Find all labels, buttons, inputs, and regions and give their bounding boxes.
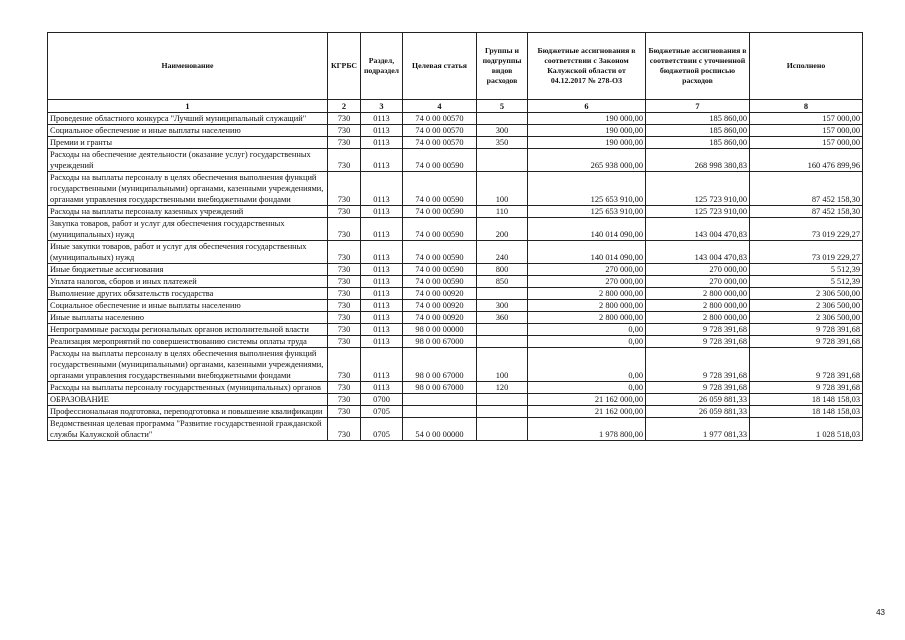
- header-law: Бюджетные ассигнования в соответствии с Законом Калужской области от 04.12.2017 № 278-ОЗ: [528, 33, 646, 100]
- column-number: 5: [477, 100, 528, 113]
- row-target-article: 74 0 00 00590: [403, 218, 477, 241]
- column-number: 8: [750, 100, 863, 113]
- table-row: [48, 137, 863, 149]
- column-number: 3: [361, 100, 403, 113]
- row-kgrbs: 730: [328, 406, 361, 418]
- header-target: Целевая статья: [403, 33, 477, 100]
- row-section: 0113: [361, 276, 403, 288]
- row-expense-group: [477, 406, 528, 418]
- row-target-article: 98 0 00 67000: [403, 382, 477, 394]
- row-revised-amount: 143 004 470,83: [646, 241, 750, 264]
- row-section: 0113: [361, 288, 403, 300]
- row-law-amount: 2 800 000,00: [528, 312, 646, 324]
- table-row: [48, 206, 863, 218]
- row-kgrbs: 730: [328, 418, 361, 441]
- row-executed-amount: 87 452 158,30: [750, 206, 863, 218]
- row-revised-amount: 125 723 910,00: [646, 172, 750, 206]
- header-section: Раздел, подраздел: [361, 33, 403, 100]
- row-executed-amount: 2 306 500,00: [750, 312, 863, 324]
- row-law-amount: 0,00: [528, 324, 646, 336]
- header-group: Группы и подгруппы видов расходов: [477, 33, 528, 100]
- row-section: 0700: [361, 394, 403, 406]
- row-executed-amount: 87 452 158,30: [750, 172, 863, 206]
- row-name: Проведение областного конкурса "Лучший муниципальный служащий": [48, 113, 328, 125]
- row-law-amount: 140 014 090,00: [528, 218, 646, 241]
- row-kgrbs: 730: [328, 113, 361, 125]
- table-row: [48, 276, 863, 288]
- row-name: Расходы на выплаты персоналу в целях обеспечения выполнения функций государственными (муниципальными) органами, казенными учреждениями, органами управления государственными внебюджетными фондами: [48, 348, 328, 382]
- row-revised-amount: 2 800 000,00: [646, 288, 750, 300]
- row-law-amount: 1 978 800,00: [528, 418, 646, 441]
- row-section: 0113: [361, 312, 403, 324]
- row-target-article: 74 0 00 00920: [403, 312, 477, 324]
- table-row: [48, 241, 863, 264]
- row-section: 0113: [361, 206, 403, 218]
- row-name: Социальное обеспечение и иные выплаты населению: [48, 300, 328, 312]
- row-name: Непрограммные расходы региональных органов исполнительной власти: [48, 324, 328, 336]
- row-section: 0113: [361, 382, 403, 394]
- row-section: 0113: [361, 137, 403, 149]
- row-kgrbs: 730: [328, 172, 361, 206]
- row-target-article: 98 0 00 67000: [403, 336, 477, 348]
- row-section: 0113: [361, 113, 403, 125]
- table-row: [48, 418, 863, 441]
- row-executed-amount: 9 728 391,68: [750, 348, 863, 382]
- row-executed-amount: 18 148 158,03: [750, 394, 863, 406]
- row-expense-group: 360: [477, 312, 528, 324]
- table-row: [48, 288, 863, 300]
- row-target-article: 98 0 00 00000: [403, 324, 477, 336]
- row-target-article: [403, 394, 477, 406]
- row-target-article: 74 0 00 00570: [403, 113, 477, 125]
- row-revised-amount: 143 004 470,83: [646, 218, 750, 241]
- row-name: Профессиональная подготовка, переподготовка и повышение квалификации: [48, 406, 328, 418]
- table-row: [48, 149, 863, 172]
- table-row: [48, 125, 863, 137]
- row-executed-amount: 157 000,00: [750, 113, 863, 125]
- header-name: Наименование: [48, 33, 328, 100]
- row-name: Расходы на выплаты персоналу казенных учреждений: [48, 206, 328, 218]
- row-expense-group: 200: [477, 218, 528, 241]
- table-row: [48, 324, 863, 336]
- table-row: [48, 348, 863, 382]
- row-executed-amount: 5 512,39: [750, 264, 863, 276]
- row-revised-amount: 2 800 000,00: [646, 312, 750, 324]
- row-revised-amount: 9 728 391,68: [646, 324, 750, 336]
- row-law-amount: 270 000,00: [528, 276, 646, 288]
- row-executed-amount: 18 148 158,03: [750, 406, 863, 418]
- row-executed-amount: 2 306 500,00: [750, 288, 863, 300]
- row-law-amount: 265 938 000,00: [528, 149, 646, 172]
- row-law-amount: 0,00: [528, 348, 646, 382]
- row-name: Уплата налогов, сборов и иных платежей: [48, 276, 328, 288]
- header-kgrbs: КГРБС: [328, 33, 361, 100]
- table-row: [48, 336, 863, 348]
- row-target-article: 74 0 00 00590: [403, 264, 477, 276]
- row-name: Расходы на выплаты персоналу в целях обеспечения выполнения функций государственными (муниципальными) органами, казенными учреждениями, органами управления государственными внебюджетными фондами: [48, 172, 328, 206]
- table-row: [48, 382, 863, 394]
- row-target-article: 98 0 00 67000: [403, 348, 477, 382]
- row-law-amount: 140 014 090,00: [528, 241, 646, 264]
- row-executed-amount: 73 019 229,27: [750, 241, 863, 264]
- row-executed-amount: 9 728 391,68: [750, 336, 863, 348]
- row-name: ОБРАЗОВАНИЕ: [48, 394, 328, 406]
- row-name: Иные выплаты населению: [48, 312, 328, 324]
- column-number: 2: [328, 100, 361, 113]
- column-number: 7: [646, 100, 750, 113]
- row-expense-group: [477, 324, 528, 336]
- row-name: Расходы на обеспечение деятельности (оказание услуг) государственных учреждений: [48, 149, 328, 172]
- row-executed-amount: 2 306 500,00: [750, 300, 863, 312]
- row-expense-group: [477, 113, 528, 125]
- row-target-article: 74 0 00 00590: [403, 241, 477, 264]
- row-name: Реализация мероприятий по совершенствованию системы оплаты труда: [48, 336, 328, 348]
- row-target-article: 74 0 00 00920: [403, 288, 477, 300]
- row-section: 0705: [361, 418, 403, 441]
- table-row: [48, 406, 863, 418]
- row-revised-amount: 26 059 881,33: [646, 406, 750, 418]
- row-revised-amount: 270 000,00: [646, 264, 750, 276]
- row-name: Закупка товаров, работ и услуг для обеспечения государственных (муниципальных) нужд: [48, 218, 328, 241]
- row-kgrbs: 730: [328, 300, 361, 312]
- row-expense-group: 100: [477, 172, 528, 206]
- row-section: 0113: [361, 300, 403, 312]
- table-row: [48, 264, 863, 276]
- row-kgrbs: 730: [328, 348, 361, 382]
- row-expense-group: 120: [477, 382, 528, 394]
- row-name: Премии и гранты: [48, 137, 328, 149]
- table-row: [48, 172, 863, 206]
- row-section: 0113: [361, 264, 403, 276]
- row-law-amount: 190 000,00: [528, 125, 646, 137]
- row-name: Иные закупки товаров, работ и услуг для обеспечения государственных (муниципальных) нужд: [48, 241, 328, 264]
- row-target-article: 74 0 00 00570: [403, 137, 477, 149]
- row-expense-group: 800: [477, 264, 528, 276]
- row-kgrbs: 730: [328, 264, 361, 276]
- row-kgrbs: 730: [328, 125, 361, 137]
- header-executed: Исполнено: [750, 33, 863, 100]
- row-expense-group: 300: [477, 125, 528, 137]
- row-name: Расходы на выплаты персоналу государственных (муниципальных) органов: [48, 382, 328, 394]
- table-row: [48, 312, 863, 324]
- row-expense-group: [477, 394, 528, 406]
- table-row: [48, 218, 863, 241]
- row-executed-amount: 9 728 391,68: [750, 382, 863, 394]
- row-kgrbs: 730: [328, 276, 361, 288]
- page-number: 43: [876, 608, 885, 617]
- row-kgrbs: 730: [328, 382, 361, 394]
- row-name: Выполнение других обязательств государства: [48, 288, 328, 300]
- row-expense-group: 110: [477, 206, 528, 218]
- row-expense-group: 240: [477, 241, 528, 264]
- row-executed-amount: 73 019 229,27: [750, 218, 863, 241]
- row-kgrbs: 730: [328, 149, 361, 172]
- row-target-article: 74 0 00 00920: [403, 300, 477, 312]
- row-kgrbs: 730: [328, 336, 361, 348]
- row-expense-group: [477, 288, 528, 300]
- row-expense-group: 100: [477, 348, 528, 382]
- row-law-amount: 270 000,00: [528, 264, 646, 276]
- row-executed-amount: 160 476 899,96: [750, 149, 863, 172]
- row-executed-amount: 157 000,00: [750, 125, 863, 137]
- row-revised-amount: 270 000,00: [646, 276, 750, 288]
- row-name: Иные бюджетные ассигнования: [48, 264, 328, 276]
- row-target-article: 74 0 00 00570: [403, 125, 477, 137]
- row-kgrbs: 730: [328, 324, 361, 336]
- row-expense-group: 350: [477, 137, 528, 149]
- row-law-amount: 125 653 910,00: [528, 172, 646, 206]
- row-law-amount: 2 800 000,00: [528, 300, 646, 312]
- row-expense-group: [477, 336, 528, 348]
- row-law-amount: 2 800 000,00: [528, 288, 646, 300]
- row-executed-amount: 5 512,39: [750, 276, 863, 288]
- table-row: [48, 300, 863, 312]
- row-target-article: 74 0 00 00590: [403, 149, 477, 172]
- row-revised-amount: 2 800 000,00: [646, 300, 750, 312]
- table-row: [48, 113, 863, 125]
- row-executed-amount: 9 728 391,68: [750, 324, 863, 336]
- row-revised-amount: 9 728 391,68: [646, 382, 750, 394]
- row-section: 0113: [361, 125, 403, 137]
- row-name: Ведомственная целевая программа "Развитие государственной гражданской службы Калужской области": [48, 418, 328, 441]
- column-number-row: [48, 100, 863, 113]
- row-revised-amount: 185 860,00: [646, 137, 750, 149]
- row-revised-amount: 1 977 081,33: [646, 418, 750, 441]
- column-number: 4: [403, 100, 477, 113]
- row-kgrbs: 730: [328, 241, 361, 264]
- row-kgrbs: 730: [328, 312, 361, 324]
- row-law-amount: 21 162 000,00: [528, 394, 646, 406]
- row-target-article: [403, 406, 477, 418]
- row-expense-group: 300: [477, 300, 528, 312]
- row-law-amount: 0,00: [528, 336, 646, 348]
- row-section: 0113: [361, 218, 403, 241]
- row-law-amount: 190 000,00: [528, 137, 646, 149]
- row-section: 0113: [361, 149, 403, 172]
- column-number: 6: [528, 100, 646, 113]
- row-section: 0113: [361, 241, 403, 264]
- budget-table: [47, 32, 863, 441]
- row-kgrbs: 730: [328, 288, 361, 300]
- row-law-amount: 0,00: [528, 382, 646, 394]
- row-law-amount: 125 653 910,00: [528, 206, 646, 218]
- row-target-article: 74 0 00 00590: [403, 172, 477, 206]
- table-body: [48, 113, 863, 441]
- row-revised-amount: 9 728 391,68: [646, 348, 750, 382]
- row-name: Социальное обеспечение и иные выплаты населению: [48, 125, 328, 137]
- row-target-article: 54 0 00 00000: [403, 418, 477, 441]
- row-kgrbs: 730: [328, 137, 361, 149]
- row-kgrbs: 730: [328, 394, 361, 406]
- row-section: 0113: [361, 348, 403, 382]
- row-kgrbs: 730: [328, 218, 361, 241]
- row-expense-group: [477, 149, 528, 172]
- row-revised-amount: 125 723 910,00: [646, 206, 750, 218]
- row-law-amount: 21 162 000,00: [528, 406, 646, 418]
- row-section: 0113: [361, 172, 403, 206]
- row-revised-amount: 268 998 380,83: [646, 149, 750, 172]
- table-row: [48, 394, 863, 406]
- column-number: 1: [48, 100, 328, 113]
- row-revised-amount: 185 860,00: [646, 113, 750, 125]
- row-section: 0705: [361, 406, 403, 418]
- row-revised-amount: 185 860,00: [646, 125, 750, 137]
- row-target-article: 74 0 00 00590: [403, 276, 477, 288]
- row-kgrbs: 730: [328, 206, 361, 218]
- row-revised-amount: 9 728 391,68: [646, 336, 750, 348]
- row-section: 0113: [361, 336, 403, 348]
- row-target-article: 74 0 00 00590: [403, 206, 477, 218]
- row-law-amount: 190 000,00: [528, 113, 646, 125]
- row-expense-group: 850: [477, 276, 528, 288]
- row-executed-amount: 157 000,00: [750, 137, 863, 149]
- row-executed-amount: 1 028 518,03: [750, 418, 863, 441]
- header-revised: Бюджетные ассигнования в соответствии с уточненной бюджетной росписью расходов: [646, 33, 750, 100]
- row-revised-amount: 26 059 881,33: [646, 394, 750, 406]
- row-section: 0113: [361, 324, 403, 336]
- header-row: [48, 33, 863, 100]
- row-expense-group: [477, 418, 528, 441]
